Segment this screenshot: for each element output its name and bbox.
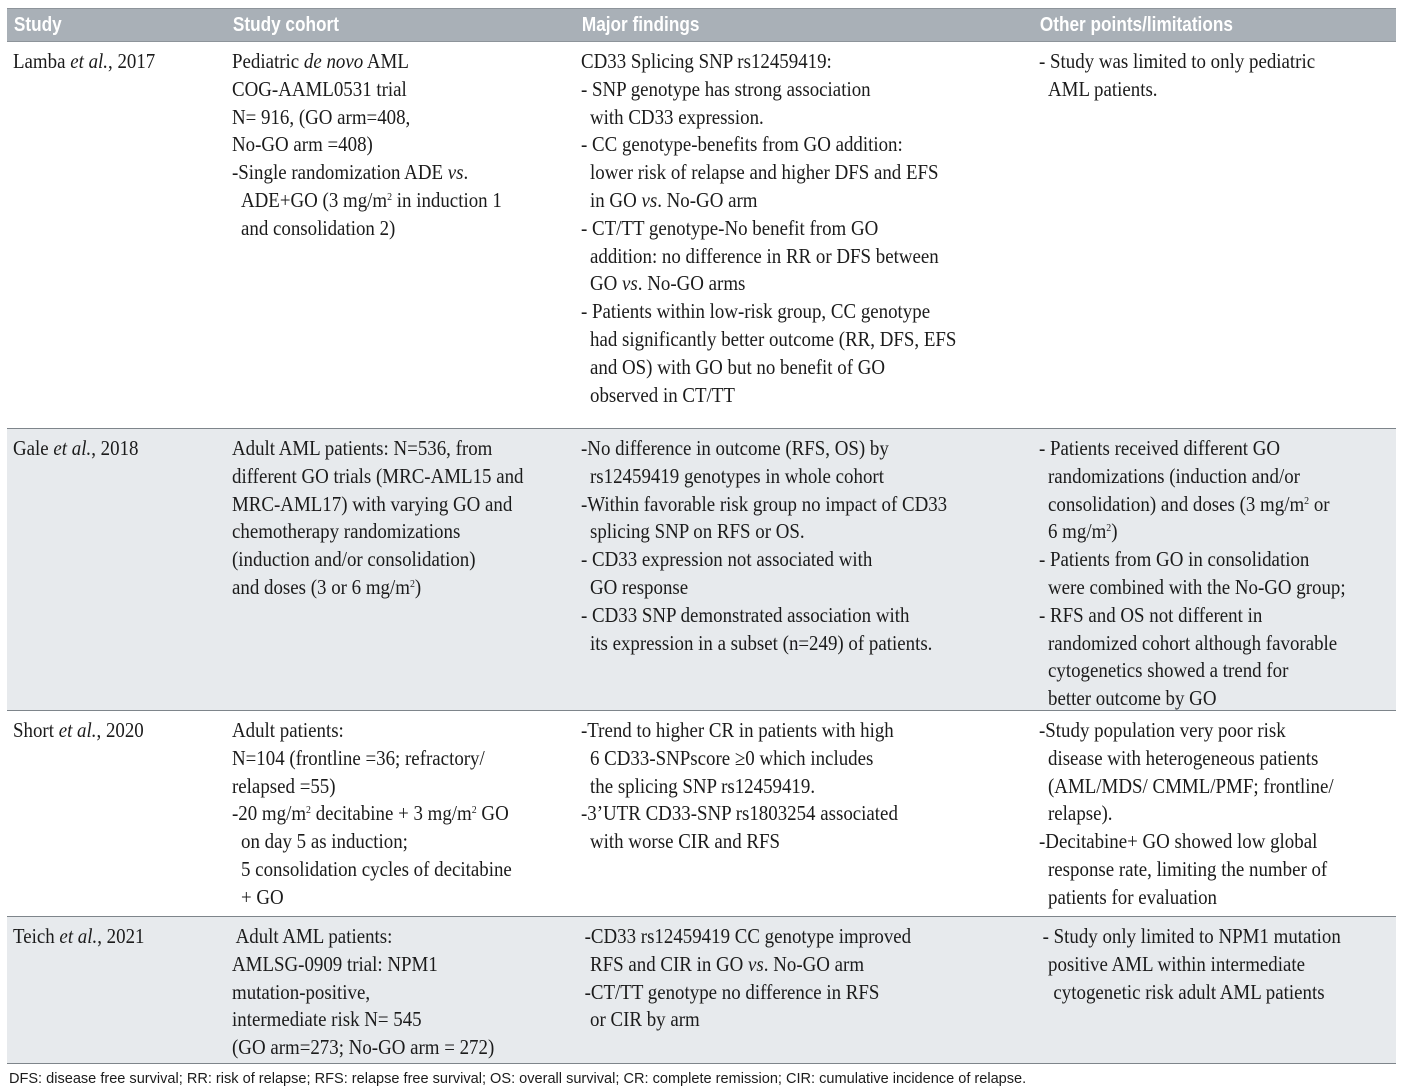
cell-other: - Study only limited to NPM1 mutation positive AML within intermediate cytogenetic risk adult AML patients <box>1042 924 1341 1004</box>
cell-study: Teich et al., 2021 <box>13 924 145 948</box>
table-row-lamba <box>7 42 1396 429</box>
cell-findings: CD33 Splicing SNP rs12459419: - SNP genotype has strong association with CD33 expression. - CC genotype-benefits from GO addition: lower risk of relapse and higher DFS and EFS in GO vs. No-GO arm - CT/TT genotype-No benefit from GO addition: no difference in RR or DFS between GO vs. No-GO arms - Patients within low-risk group, CC genotype had significantly better outcome (RR, DFS, EFS and OS) with GO but no benefit of GO observed in CT/TT <box>581 49 957 407</box>
cell-cohort: Adult patients: N=104 (frontline =36; refractory/ relapsed =55) -20 $mg/m^2$ decitabine + 3 $mg/m^2$ GO on day 5 as induction; 5 consolidation cycles of decitabine + GO <box>232 718 512 909</box>
cell-cohort: Adult AML patients: AMLSG-0909 trial: NPM1 mutation-positive, intermediate risk N= 545 (GO arm=273; No-GO arm = 272) <box>232 924 495 1060</box>
table-footnote: DFS: disease free survival; RR: risk of relapse; RFS: relapse free survival; OS: overall survival; CR: complete remission; CIR: cumulative incidence of relapse. <box>8 1070 1027 1087</box>
cell-findings: -No difference in outcome (RFS, OS) by rs12459419 genotypes in whole cohort -Within favorable risk group no impact of CD33 splicing SNP on RFS or OS. - CD33 expression not associated with GO response - CD33 SNP demonstrated association with its expression in a subset (n=249) of patients. <box>581 436 948 655</box>
cell-other: - Patients received different GO randomizations (induction and/or consolidation) and doses (3 $mg/m^2$ or 6 $mg/m^2$) - Patients from GO in consolidation were combined with the No-GO group; - RFS and OS not different in randomized cohort although favorable cytogenetics showed a trend for better outcome by GO <box>1039 436 1346 711</box>
cell-study: Gale et al., 2018 <box>13 436 139 460</box>
table-row-teich <box>7 917 1396 1064</box>
header-other: Other points/limitations <box>1039 13 1233 36</box>
cell-other: - Study was limited to only pediatric AML patients. <box>1039 49 1316 101</box>
cell-other: -Study population very poor risk disease with heterogeneous patients (AML/MDS/ CMML/PMF; frontline/ relapse). -Decitabine+ GO showed low global response rate, limiting the number of patients for evaluation <box>1039 718 1334 909</box>
header-cohort: Study cohort <box>232 13 339 36</box>
table-row-gale <box>7 429 1396 711</box>
cell-cohort: Pediatric de novo AML COG-AAML0531 trial N= 916, (GO arm=408, No-GO arm =408) -Single randomization ADE vs. ADE+GO (3 $mg/m^2$ in induction 1 and consolidation 2) <box>232 49 502 240</box>
cell-findings: -CD33 rs12459419 CC genotype improved RFS and CIR in GO vs. No-GO arm -CT/TT genotype no difference in RFS or CIR by arm <box>584 924 912 1032</box>
table-row-short <box>7 711 1396 917</box>
header-findings: Major findings <box>581 13 700 36</box>
cell-study: Lamba et al., 2017 <box>13 49 156 73</box>
table-header <box>7 8 1396 42</box>
study-table <box>7 8 1396 1087</box>
cell-study: Short et al., 2020 <box>13 718 144 742</box>
cell-cohort: Adult AML patients: N=536, from different GO trials (MRC-AML15 and MRC-AML17) with varying GO and chemotherapy randomizations (induction and/or consolidation) and doses (3 or 6 $mg/m^2$) <box>232 436 524 599</box>
header-study: Study <box>13 13 62 36</box>
cell-findings: -Trend to higher CR in patients with high 6 CD33-SNPscore ≥0 which includes the splicing SNP rs12459419. -3’UTR CD33-SNP rs1803254 associated with worse CIR and RFS <box>581 718 898 854</box>
